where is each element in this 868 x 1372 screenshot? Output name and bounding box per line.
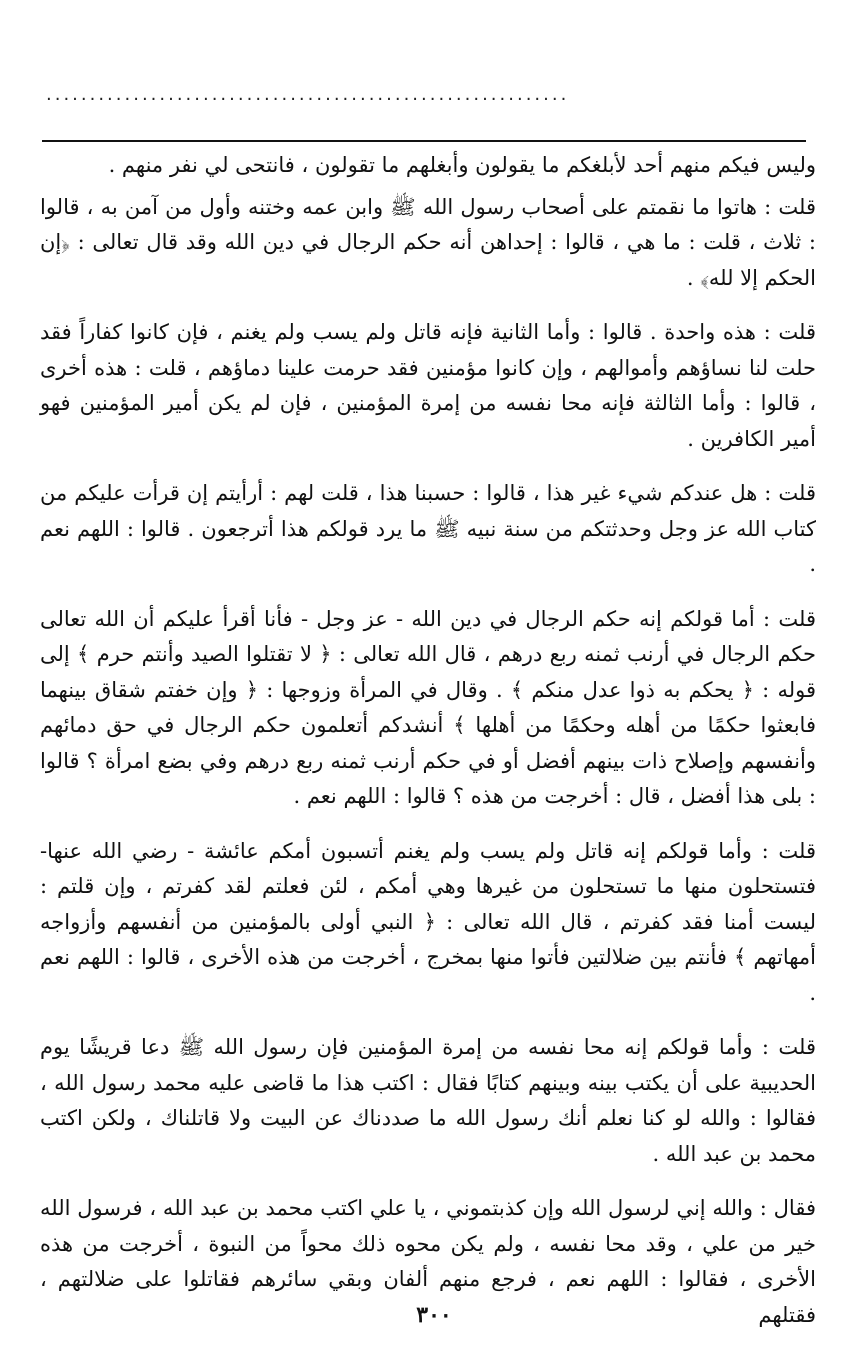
- paragraph: فقال : والله إني لرسول الله وإن كذبتموني ، يا علي اكتب محمد بن عبد الله ، فرسول الله خير من علي ، وقد محا نفسه ، ولم يكن محوه ذلك محواً من النبوة ، أخرجت من هذه الأخرى ، فقالوا : اللهم نعم ، فرجع منهم ألفان وبقي سائرهم فقاتلوا على ضلالتهم ، فقتلهم: [40, 1196, 816, 1327]
- footnote-separator-rule: [42, 140, 806, 142]
- paragraph: قلت : هذه واحدة . قالوا : وأما الثانية فإنه قاتل ولم يسب ولم يغنم ، فإن كانوا كفاراً فقد حلت لنا نساؤهم وأموالهم ، وإن كانوا مؤمنين فقد حرمت علينا دماؤهم ، قلت : هذه أخرى ، قالوا : وأما الثالثة فإنه محا نفسه من إمرة المؤمنين ، فإن لم يكن أمير المؤمنين فهو أمير الكافرين .: [40, 320, 816, 451]
- paragraph: قلت : هل عندكم شيء غير هذا ، قالوا : حسبنا هذا ، قلت لهم : أرأيتم إن قرأت عليكم من كتاب الله عز وجل وحدثتكم من سنة نبيه ﷺ ما يرد قولكم هذا أترجعون . قالوا : اللهم نعم .: [40, 481, 816, 576]
- paragraph: قلت : هاتوا ما نقمتم على أصحاب رسول الله ﷺ وابن عمه وختنه وأول من آمن به ، قالوا : ثلاث ، قلت : ما هي ، قالوا : إحداهن أنه حكم الرجال في دين الله وقد قال تعالى : ﴿إن الحكم إلا لله﴾ .: [40, 194, 816, 290]
- paragraph: قلت : أما قولكم إنه حكم الرجال في دين الله - عز وجل - فأنا أقرأ عليكم أن الله تعالى حكم الرجال في أرنب ثمنه ربع درهم ، قال الله تعالى : ﴿ لا تقتلوا الصيد وأنتم حرم ﴾ إلى قوله : ﴿ يحكم به ذوا عدل منكم ﴾ . وقال في المرأة وزوجها : ﴿ وإن خفتم شقاق بينهما فابعثوا حكمًا من أهله وحكمًا من أهلها ﴾ أنشدكم أتعلمون حكم الرجال في حق دمائهم وأنفسهم وإصلاح ذات بينهم أفضل أو في حكم أرنب ثمنه ربع درهم وفي بضع امرأة ؟ قالوا : بلى هذا أفضل ، قال : أخرجت من هذه ؟ قالوا : اللهم نعم .: [40, 606, 816, 808]
- body-text: [40, 148, 816, 1352]
- paragraph: قلت : وأما قولكم إنه محا نفسه من إمرة المؤمنين فإن رسول الله ﷺ دعا قريشًا يوم الحديبية على أن يكتب بينه وبينهم كتابًا فقال : اكتب هذا ما قاضى عليه محمد رسول الله ، فقالوا : والله لو كنا نعلم أنك رسول الله ما صددناك عن البيت ولا قاتلناك ، ولكن اكتب محمد بن عبد الله .: [40, 1035, 816, 1166]
- paragraph: وليس فيكم منهم أحد لأبلغكم ما يقولون وأبغلهم ما تقولون ، فانتحى لي نفر منهم .: [108, 153, 816, 177]
- footnote-dotted-line: ............................................................: [46, 84, 570, 104]
- page-number: ٣٠٠: [416, 1302, 452, 1328]
- paragraph: قلت : وأما قولكم إنه قاتل ولم يسب ولم يغنم أتسبون أمكم عائشة - رضي الله عنها- فتستحلون منها ما تستحلون من غيرها وهي أمكم ، لئن فعلتم لقد كفرتم ، وإن قلتم : ليست أمنا فقد كفرتم ، قال الله تعالى : ﴿ النبي أولى بالمؤمنين من أنفسهم وأزواجه أمهاتهم ﴾ فأنتم بين ضلالتين فأتوا منها بمخرج ، أخرجت من هذه الأخرى ، قالوا : اللهم نعم .: [40, 838, 816, 1005]
